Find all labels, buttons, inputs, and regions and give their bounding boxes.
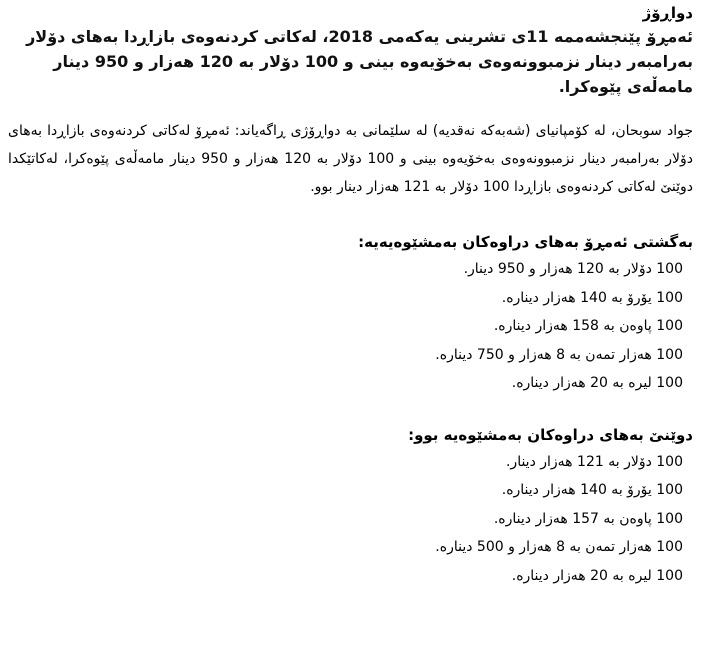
article-paragraph: جواد سوبحان، لە کۆمپانیای (شەبەکە نەقدیە) لە سلێمانی بە دواڕۆژی ڕاگەیاند: ئەمڕۆ لەکاتی کردنەوەی بازاڕدا بەهای دۆلار بەرامبەر دینار نزمبوونەوەی بەخۆیەوە بینی و 100 دۆلار بە 120 هەزار و 950 دینار مامەڵەی پێوەکرا، لەکاتێکدا دوێنێ لەکاتی کردنەوەی بازاڕدا 100 دۆلار بە 121 هەزار دینار بوو. bbox=[8, 123, 693, 195]
closing-rates-heading: بەگشتی ئەمڕۆ بەهای دراوەکان بەمشێوەیەیە: bbox=[358, 233, 693, 251]
rate-item: 100 هەزار تمەن بە 8 هەزار و 500 دینارە. bbox=[435, 539, 683, 555]
rate-item: 100 یۆرۆ بە 140 هەزار دینارە. bbox=[501, 482, 683, 498]
closing-rates-section bbox=[8, 231, 693, 398]
section-label: دواڕۆژ bbox=[642, 4, 693, 22]
rate-item: 100 پاوەن بە 158 هەزار دینارە. bbox=[493, 318, 683, 334]
yesterday-rates-list bbox=[8, 448, 693, 591]
rate-item: 100 دۆلار بە 120 هەزار و 950 دینار. bbox=[463, 261, 683, 277]
yesterday-rates-section bbox=[8, 424, 693, 591]
rate-item: 100 یۆرۆ بە 140 هەزار دینارە. bbox=[501, 289, 683, 306]
rate-item: 100 دۆلار بە 121 هەزار دینار. bbox=[505, 453, 683, 470]
yesterday-rates-heading: دوێنێ بەهای دراوەکان بەمشێوەیە بوو: bbox=[408, 425, 693, 444]
article bbox=[0, 2, 705, 590]
rate-item: 100 لیرە بە 20 هەزار دینارە. bbox=[511, 375, 683, 391]
closing-rates-list bbox=[8, 255, 693, 398]
rate-item: 100 لیرە بە 20 هەزار دینارە. bbox=[511, 567, 683, 584]
article-headline: ئەمڕۆ پێنجشەممە 11ی تشرینی یەکەمی 2018، لەکاتی کردنەوەی بازاڕدا بەهای دۆلار بەرامبەر دینار نزمبوونەوەی بەخۆیەوە بینی و 100 دۆلار بە 120 هەزار و 950 دینار مامەڵەی پێوەکرا. bbox=[26, 27, 693, 96]
rate-item: 100 پاوەن بە 157 هەزار دینارە. bbox=[493, 510, 683, 527]
rate-item: 100 هەزار تمەن بە 8 هەزار و 750 دینارە. bbox=[435, 346, 683, 363]
